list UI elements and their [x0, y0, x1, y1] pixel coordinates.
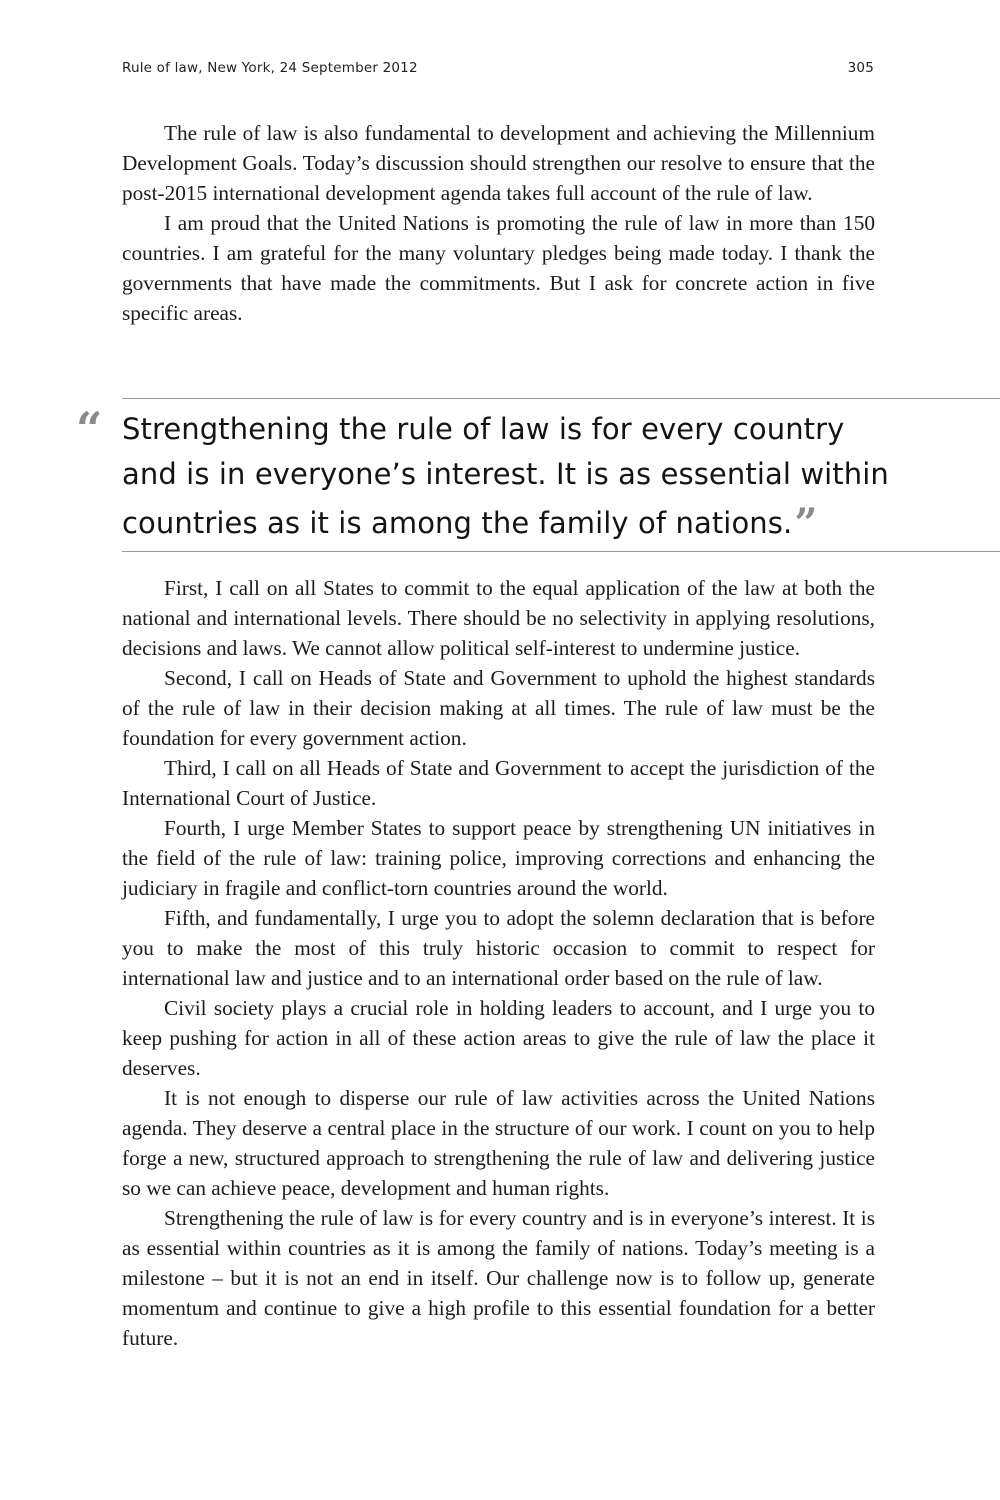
paragraph: It is not enough to disperse our rule of law activities across the United Nations agenda. They deserve a central place in the structure of our work. I count on you to help forge a new, structured approach to strengthening the rule of law and delivering justice so we can achieve peace, development and human rights. — [122, 1086, 875, 1200]
open-quote-icon: “ — [76, 402, 103, 456]
paragraph: Strengthening the rule of law is for every country and is in everyone’s interest. It is as essential within countries as it is among the family of nations. Today’s meeting is a milestone – but it is not an end in itself. Our challenge now is to follow up, generate momentum and continue to give a high profile to this essential foundation for a better future. — [122, 1206, 875, 1350]
paragraph: I am proud that the United Nations is promoting the rule of law in more than 150 countries. I am grateful for the many voluntary pledges being made today. I thank the governments that have made the commitments. But I ask for concrete action in five specific areas. — [122, 211, 875, 325]
paragraph: Fourth, I urge Member States to support peace by strengthening UN initiatives in the field of the rule of law: training police, improving corrections and enhancing the judiciary in fragile and conflict-torn countries around the world. — [122, 816, 875, 900]
close-quote-icon: ” — [794, 500, 816, 547]
pull-quote — [76, 398, 1000, 552]
paragraph: Third, I call on all Heads of State and Government to accept the jurisdiction of the International Court of Justice. — [122, 756, 875, 810]
pull-quote-text: Strengthening the rule of law is for every country and is in everyone’s interest. It is as essential within countries as it is among the family of nations. — [122, 412, 889, 540]
page-number: 305 — [847, 60, 874, 76]
paragraph: Civil society plays a crucial role in holding leaders to account, and I urge you to keep pushing for action in all of these action areas to give the rule of law the place it deserves. — [122, 996, 875, 1080]
running-header — [122, 60, 874, 76]
pull-quote-text-container — [122, 407, 892, 546]
running-title: Rule of law, New York, 24 September 2012 — [122, 60, 418, 76]
paragraph: Fifth, and fundamentally, I urge you to adopt the solemn declaration that is before you to make the most of this truly historic occasion to commit to respect for international law and justice and to an international order based on the rule of law. — [122, 906, 875, 990]
body-text-top — [122, 118, 875, 328]
paragraph: Second, I call on Heads of State and Government to uphold the highest standards of the rule of law in their decision making at all times. The rule of law must be the foundation for every government action. — [122, 666, 875, 750]
paragraph: The rule of law is also fundamental to development and achieving the Millennium Development Goals. Today’s discussion should strengthen our resolve to ensure that the post-2015 international development agenda takes full account of the rule of law. — [122, 121, 875, 205]
body-text-bottom — [122, 573, 875, 1353]
paragraph: First, I call on all States to commit to the equal application of the law at both the national and international levels. There should be no selectivity in applying resolutions, decisions and laws. We cannot allow political self-interest to undermine justice. — [122, 576, 875, 660]
